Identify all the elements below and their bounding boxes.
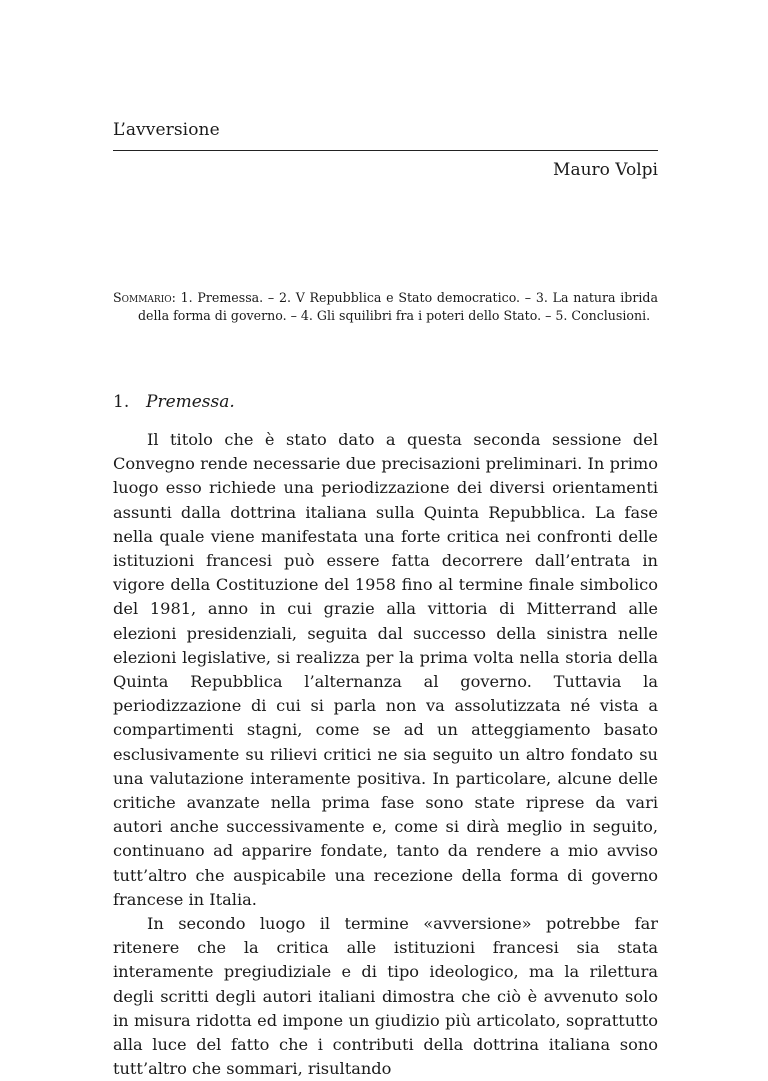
section-number: 1.	[113, 392, 130, 412]
summary-block	[113, 289, 658, 324]
paragraph: In secondo luogo il termine «avversione» potrebbe far ritenere che la critica alle istituzioni francesi sia stata interamente pregiudiziale e di tipo ideologico, ma la rilettura degli scritti degli autori italiani dimostra che ciò è avvenuto solo in misura ridotta ed impone un giudizio più articolato, soprattutto alla luce del fatto che i contributi della dottrina italiana sono tutt’altro che sommari, risultando	[113, 914, 658, 1079]
paragraph: Il titolo che è stato dato a questa seconda sessione del Convegno rende necessarie due precisazioni preliminari. In primo luogo esso richiede una periodizzazione dei diversi orientamenti assunti dalla dottrina italiana sulla Quinta Repubblica. La fase nella quale viene manifestata una forte critica nei confronti delle istituzioni francesi può essere fatta decorrere dall’entrata in vigore della Costituzione del 1958 fino al termine finale simbolico del 1981, anno in cui grazie alla vittoria di Mitterrand alle elezioni presidenziali, seguita dal successo della sinistra nelle elezioni legislative, si realizza per la prima volta nella storia della Quinta Repubblica l’alternanza al governo. Tuttavia la periodizzazione di cui si parla non va assolutizzata né vista a compartimenti stagni, come se ad un atteggiamento basato esclusivamente su rilievi critici ne sia seguito un altro fondato su una valutazione interamente positiva. In particolare, alcune delle critiche avanzate nella prima fase sono state riprese da vari autori anche successivamente e, come si dirà meglio in seguito, continuano ad apparire fondate, tanto da rendere a mio avviso tutt’altro che auspicabile una recezione della forma di governo francese in Italia.	[113, 430, 658, 909]
body-text	[113, 428, 658, 1081]
summary-label: Sommario:	[113, 290, 176, 305]
author-name: Mauro Volpi	[553, 160, 658, 180]
section-heading	[113, 392, 235, 412]
summary-text: 1. Premessa. – 2. V Repubblica e Stato democratico. – 3. La natura ibrida della forma di governo. – 4. Gli squilibri fra i poteri dello Stato. – 5. Conclusioni.	[138, 290, 658, 323]
chapter-title: L’avversione	[113, 120, 220, 140]
section-title: Premessa.	[146, 392, 235, 412]
header-divider	[113, 150, 658, 151]
